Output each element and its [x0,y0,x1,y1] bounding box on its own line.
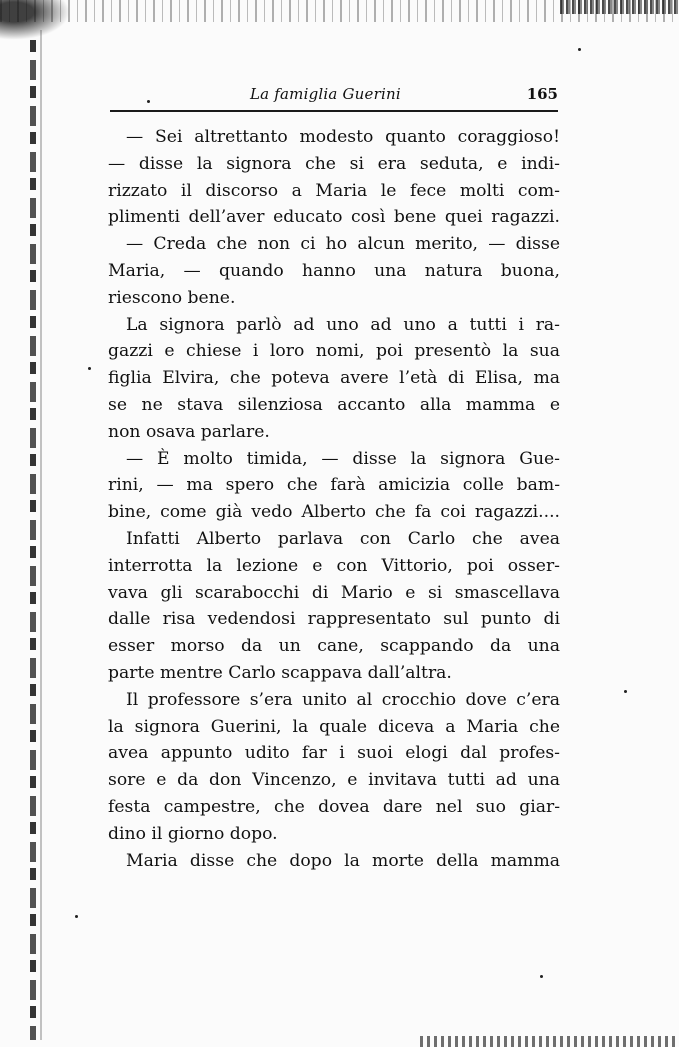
text-line: gazzi e chiese i loro nomi, poi presentò la sua [108,341,560,362]
text-line: Maria disse che dopo la morte della mamma [126,850,560,871]
scan-speck [624,690,627,693]
text-line: — È molto timida, — disse la signora Gue- [126,448,560,469]
text-line: se ne stava silenziosa accanto alla mamma e [108,394,560,415]
text-line: rizzato il discorso a Maria le fece molti com- [108,180,560,201]
text-line: interrotta la lezione e con Vittorio, poi osser- [108,555,560,576]
running-title: La famiglia Guerini [250,85,401,103]
text-line: La signora parlò ad uno ad uno a tutti i ra- [126,314,560,335]
body-text [108,124,560,874]
text-line: non osava parlare. [108,421,270,442]
text-line: — disse la signora che si era seduta, e indi- [108,153,560,174]
scan-speck [88,367,91,370]
text-line: Maria, — quando hanno una natura buona, [108,260,560,281]
text-line: Infatti Alberto parlava con Carlo che avea [126,528,560,549]
scan-speck [578,48,581,51]
text-line: — Sei altrettanto modesto quanto coraggioso! [126,127,560,147]
page-header [110,82,558,112]
scan-corner-shadow [0,0,70,40]
text-line: figlia Elvira, che poteva avere l’età di Elisa, ma [108,368,560,389]
text-line: bine, come già vedo Alberto che fa coi ragazzi.... [108,502,560,523]
scan-edge-bottom [420,1036,679,1047]
scan-speck [75,915,78,918]
text-line: dino il giorno dopo. [108,823,278,844]
text-line: rini, — ma spero che farà amicizia colle bam- [108,475,560,496]
text-line: Il professore s’era unito al crocchio dove c’era [126,689,560,710]
scan-edge-left [30,40,36,1040]
header-rule [110,110,558,112]
text-line: esser morso da un cane, scappando da una [108,636,560,657]
scan-edge-top-right [560,0,679,14]
text-line: vava gli scarabocchi di Mario e si smascellava [108,582,560,603]
text-line: festa campestre, che dovea dare nel suo giar- [108,796,560,817]
text-line: parte mentre Carlo scappava dall’altra. [108,662,452,683]
page-number: 165 [526,85,558,103]
text-line: la signora Guerini, la quale diceva a Maria che [108,716,560,737]
text-line: riescono bene. [108,287,236,308]
text-line: avea appunto udito far i suoi elogi dal profes- [108,743,560,764]
text-line: sore e da don Vincenzo, e invitava tutti ad una [108,770,560,791]
text-line: — Creda che non ci ho alcun merito, — disse [126,234,560,255]
scan-edge-left-line [40,30,42,1040]
text-line: dalle risa vedendosi rappresentato sul punto di [108,609,560,630]
scan-speck [540,975,543,978]
text-line: plimenti dell’aver educato così bene quei ragazzi. [108,207,560,228]
